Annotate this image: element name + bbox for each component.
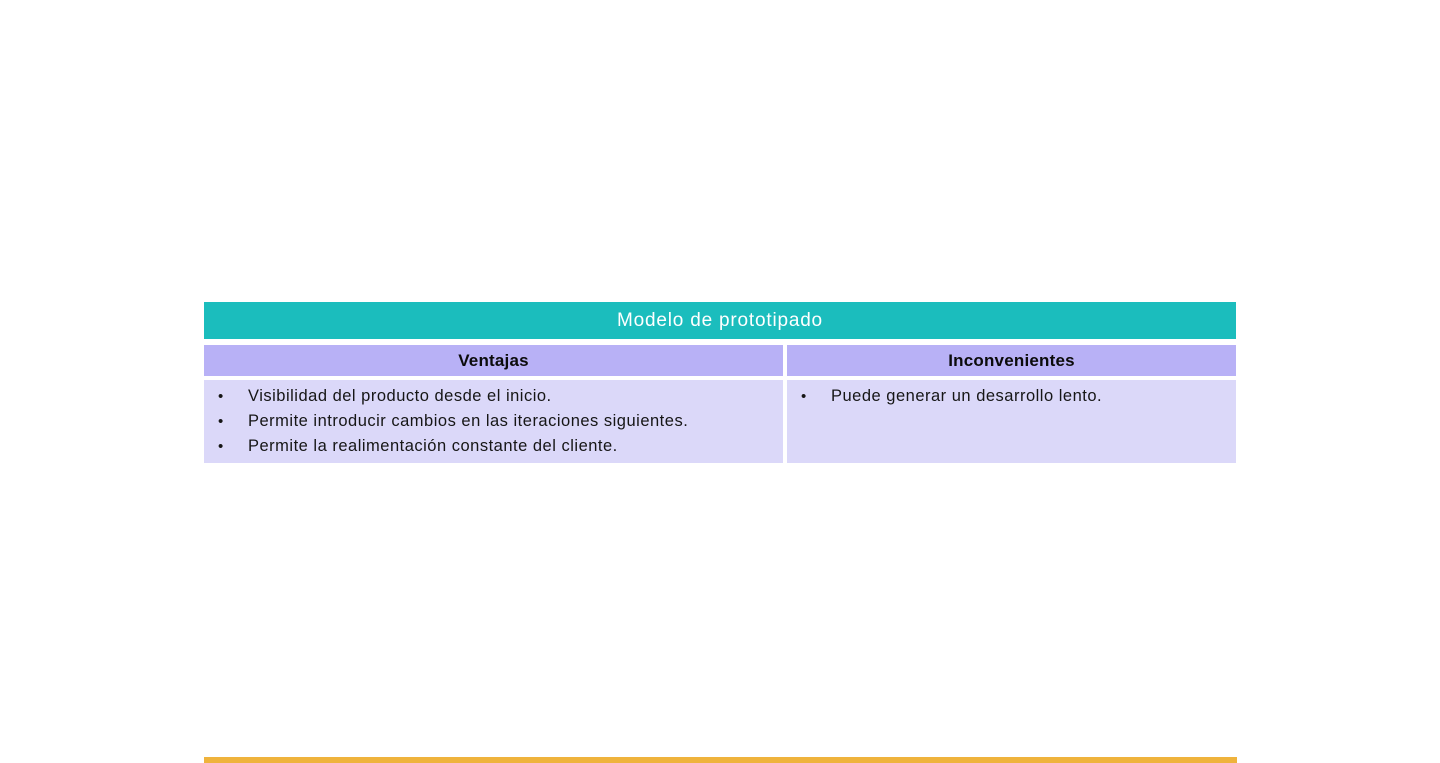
ventajas-cell xyxy=(204,380,783,463)
list-item-text: Puede generar un desarrollo lento. xyxy=(831,387,1103,405)
table-body-row xyxy=(204,380,1236,463)
column-header-ventajas: Ventajas xyxy=(204,345,783,376)
list-item xyxy=(204,384,783,409)
list-item-text: Permite introducir cambios en las iteraciones siguientes. xyxy=(248,412,689,430)
bullet-marker: • xyxy=(218,438,224,455)
column-header-inconvenientes: Inconvenientes xyxy=(787,345,1236,376)
list-item xyxy=(204,409,783,434)
bullet-marker: • xyxy=(218,388,224,405)
inconvenientes-cell xyxy=(787,380,1236,463)
prototyping-model-table xyxy=(204,302,1236,463)
bullet-marker: • xyxy=(218,413,224,430)
footer-accent-bar xyxy=(204,757,1237,763)
bullet-marker: • xyxy=(801,388,807,405)
table-header-row xyxy=(204,345,1236,376)
list-item-text: Permite la realimentación constante del cliente. xyxy=(248,437,618,455)
table-title: Modelo de prototipado xyxy=(204,302,1236,339)
list-item xyxy=(204,434,783,459)
list-item xyxy=(787,384,1236,409)
list-item-text: Visibilidad del producto desde el inicio. xyxy=(248,387,552,405)
